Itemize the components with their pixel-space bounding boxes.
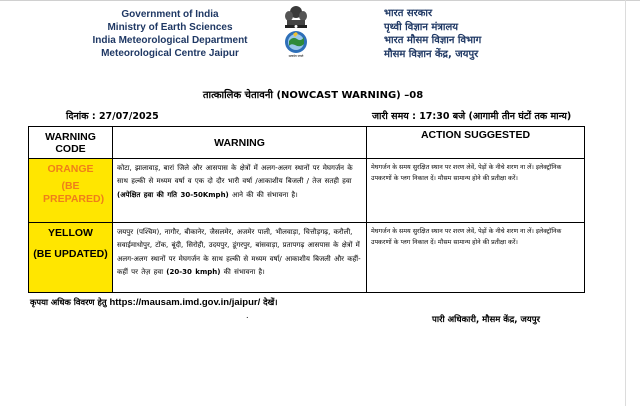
header-en-line: Ministry of Earth Sciences: [107, 22, 233, 33]
warning-tail: आने की की संभावना है।: [231, 190, 298, 199]
document-title: तात्कालिक चेतावनी (NOWCAST WARNING) –08: [202, 90, 424, 101]
action-text: मेघगर्जन के समय सुरक्षित स्थान पर शरण लेवें, पेड़ों के नीचे शरण ना लें। इलेक्ट्रॉनिक उपकरणों के प्लग निकाल दें। मौसम सामान्य होने की प्रतीक्षा करें।: [371, 164, 562, 182]
header-label: WARNING: [214, 136, 265, 149]
header-label: ACTION SUGGESTED: [420, 129, 531, 141]
warning-code-cell: [29, 223, 113, 293]
header-action: [367, 127, 585, 159]
header-hi-line: भारत मौसम विज्ञान विभाग: [384, 35, 482, 46]
header-english: [70, 8, 270, 60]
issue-time: जारी समय : 17:30 बजे (आगामी तीन घंटों तक मान्य): [372, 111, 572, 122]
warning-text: जयपुर (पश्चिम), नागौर, बीकानेर, जैसलमेर, अजमेर पाली, भीलवाड़ा, चित्तौड़गढ़, करौली, सवाईमाधोपुर, टोंक, बूंदी, सिरोही, उदयपुर, डूंगरपुर, बांसवाड़ा, प्रतापगढ़ आसपास के क्षेत्रों में अलग-अलग स्थानों पर मेघगर्जन के साथ हल्की से मध्यम वर्षा/ आकाशीय बिजली और कहीं-कहीं पर तेज़ हवा: [117, 228, 361, 277]
issue-date: दिनांक : 27/07/2025: [66, 111, 159, 122]
warning-text-cell: [113, 159, 367, 223]
warning-text: कोटा, झालावाड़, बारां जिले और आसपास के क्षेत्रों में अलग-अलग स्थानों पर मेघगर्जन के साथ हल्की से मध्यम वर्षा व एक दो दौर भारी वर्षा /आकाशीय बिजली / तेज सतही हवा: [117, 164, 353, 186]
warning-code-name: YELLOW: [48, 227, 93, 239]
header-warning: [113, 127, 367, 159]
header-en-line: Meteorological Centre Jaipur: [101, 48, 239, 59]
warning-table: [28, 126, 585, 293]
warning-code-name: ORANGE: [47, 163, 94, 175]
header-warning-code: [29, 127, 113, 159]
table-row: [29, 223, 585, 293]
imd-jaipur-link[interactable]: https://mausam.imd.gov.in/jaipur/: [109, 297, 261, 308]
warning-speed: (20-30 kmph): [166, 268, 221, 277]
more-info-line: [30, 297, 278, 308]
action-text-cell: [367, 223, 585, 293]
table-row: [29, 159, 585, 223]
header-hi-line: भारत सरकार: [384, 8, 433, 19]
header-hi-line: पृथ्वी विज्ञान मंत्रालय: [384, 21, 459, 33]
warning-code-note: (BE PREPARED): [43, 180, 105, 205]
header-hindi: [384, 7, 554, 61]
header-label: WARNING CODE: [45, 130, 96, 155]
action-text: मेघगर्जन के समय सुरक्षित स्थान पर शरण लेवें, पेड़ों के नीचे शरण ना लें। इलेक्ट्रॉनिक उपकरणों के प्लग निकाल दें। मौसम सामान्य होने की प्रतीक्षा करें।: [371, 228, 562, 246]
warning-code-cell: [29, 159, 113, 223]
action-text-cell: [367, 159, 585, 223]
svg-text:सत्यमेव जयते: सत्यमेव जयते: [288, 54, 304, 58]
national-emblem-icon: [281, 3, 311, 59]
header-en-line: India Meteorological Department: [92, 35, 248, 46]
header-hi-line: मौसम विज्ञान केंद्र, जयपुर: [384, 48, 479, 60]
warning-text-cell: [113, 223, 367, 293]
table-header-row: [29, 127, 585, 159]
stray-dot: .: [246, 311, 249, 320]
top-border: [0, 0, 640, 1]
page-edge: [625, 0, 626, 406]
more-info-suffix: देखें।: [263, 297, 278, 307]
duty-officer-signoff: पारी अधिकारी, मौसम केंद्र, जयपुर: [432, 315, 541, 325]
warning-code-note: (BE UPDATED): [33, 248, 108, 260]
header-en-line: Government of India: [121, 9, 219, 20]
more-info-prefix: कृपया अधिक विवरण हेतु: [30, 297, 107, 307]
warning-tail: की संभावना है।: [223, 268, 265, 277]
warning-speed: (अपेक्षित हवा की गति 30-50Kmph): [117, 190, 229, 199]
